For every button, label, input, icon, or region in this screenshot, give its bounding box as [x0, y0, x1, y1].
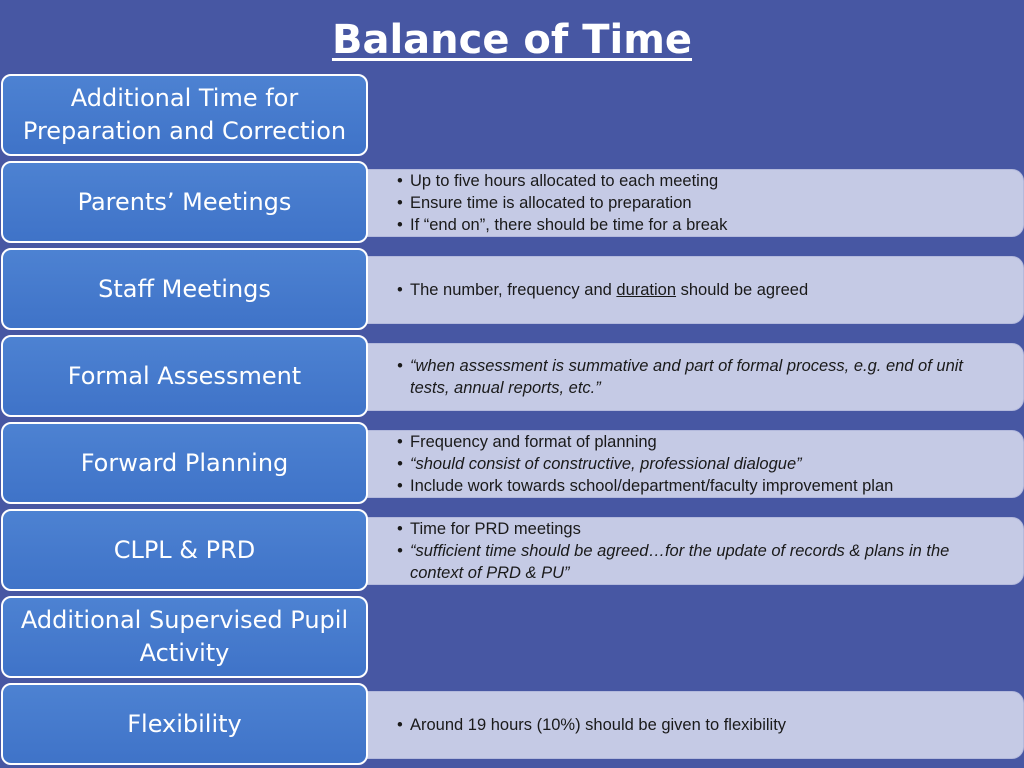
- bullet: • “when assessment is summative and part of formal process, e.g. end of unit tests, annual reports, etc.”: [397, 355, 975, 399]
- row-flexibility: [0, 683, 1024, 767]
- row-additional-time: [0, 74, 1024, 158]
- bullet: • “should consist of constructive, professional dialogue”: [397, 453, 893, 475]
- label-flexibility: Flexibility: [1, 683, 368, 765]
- label-clpl-prd: CLPL & PRD: [1, 509, 368, 591]
- underlined-word: duration: [616, 281, 677, 299]
- label-forward-planning: Forward Planning: [1, 422, 368, 504]
- slide-title: Balance of Time: [331, 17, 693, 63]
- detail-formal-assessment: [340, 343, 1024, 411]
- bullet: • Around 19 hours (10%) should be given to flexibility: [397, 714, 786, 736]
- detail-flexibility: [340, 691, 1024, 759]
- bullet: • The number, frequency and duration should be agreed: [397, 279, 808, 301]
- row-clpl-prd: [0, 509, 1024, 593]
- detail-staff-meetings: [340, 256, 1024, 324]
- detail-forward-planning: [340, 430, 1024, 498]
- row-supervised-pupil-activity: [0, 596, 1024, 680]
- bullet: • If “end on”, there should be time for a break: [397, 214, 727, 236]
- bullet: • Up to five hours allocated to each meeting: [397, 170, 727, 192]
- label-formal-assessment: Formal Assessment: [1, 335, 368, 417]
- bullet: • Ensure time is allocated to preparation: [397, 192, 727, 214]
- bullet: • Include work towards school/department/faculty improvement plan: [397, 475, 893, 497]
- row-forward-planning: [0, 422, 1024, 506]
- label-staff-meetings: Staff Meetings: [1, 248, 368, 330]
- detail-parents-meetings: [340, 169, 1024, 237]
- label-supervised-pupil-activity: Additional Supervised Pupil Activity: [1, 596, 368, 678]
- bullet: • “sufficient time should be agreed…for the update of records & plans in the context of PRD & PU”: [397, 540, 975, 584]
- bullet: • Frequency and format of planning: [397, 431, 893, 453]
- detail-clpl-prd: [340, 517, 1024, 585]
- bullet: • Time for PRD meetings: [397, 518, 975, 540]
- label-parents-meetings: Parents’ Meetings: [1, 161, 368, 243]
- label-additional-time: Additional Time for Preparation and Correction: [1, 74, 368, 156]
- row-staff-meetings: [0, 248, 1024, 332]
- row-formal-assessment: [0, 335, 1024, 419]
- row-parents-meetings: [0, 161, 1024, 245]
